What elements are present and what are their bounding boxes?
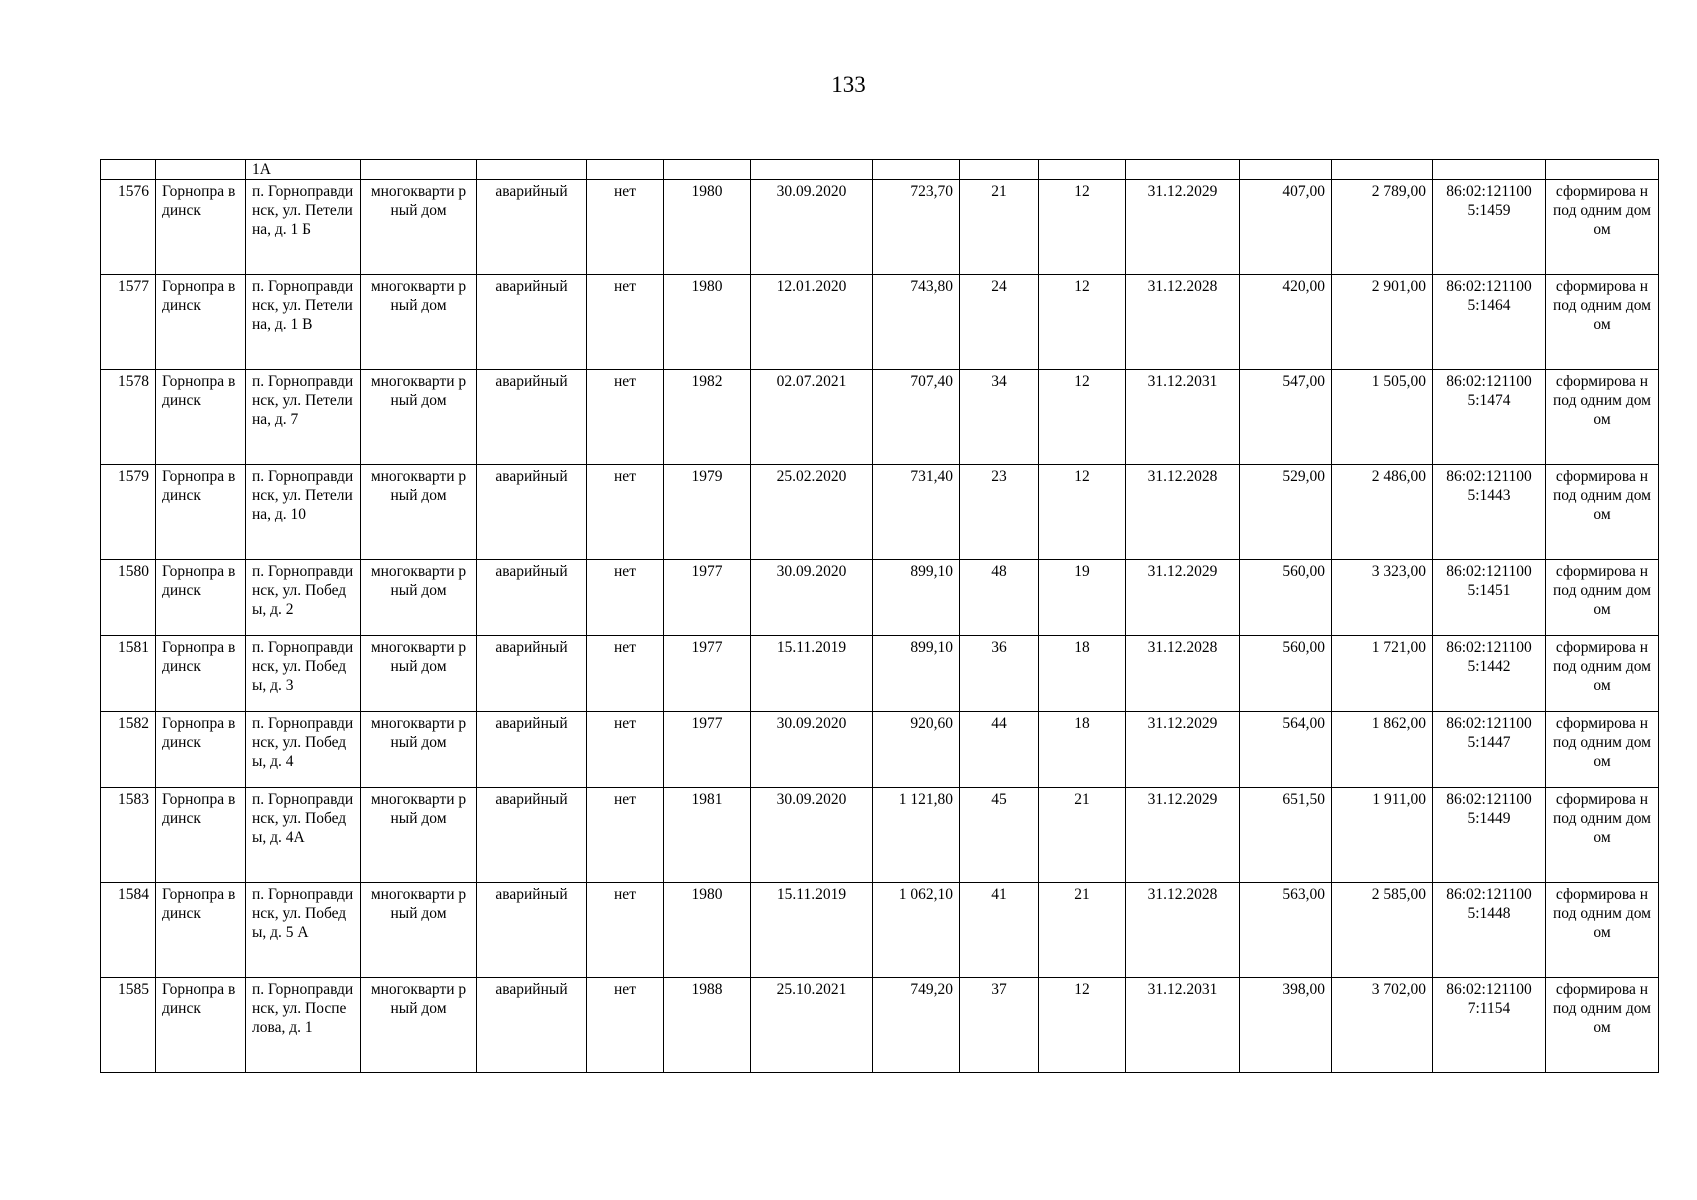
cell-residential-area: 529,00 [1240, 465, 1332, 560]
cell-flag: нет [587, 636, 664, 712]
cell-municipality: Горнопра вдинск [156, 788, 246, 883]
cell-recognition-date: 30.09.2020 [751, 560, 873, 636]
cell-address: п. Горноправди нск, ул. Петелина, д. 7 [246, 370, 361, 465]
cell-flag: нет [587, 978, 664, 1073]
cell-address: п. Горноправди нск, ул. Победы, д. 2 [246, 560, 361, 636]
cell-cadastral: 86:02:121100 5:1449 [1433, 788, 1546, 883]
cell-year: 1981 [664, 788, 751, 883]
cell-residential-area: 560,00 [1240, 636, 1332, 712]
table-row [101, 465, 1659, 560]
cell-residential-area: 564,00 [1240, 712, 1332, 788]
cell-type: многокварти рный дом [361, 370, 477, 465]
table-row [101, 883, 1659, 978]
cell-residential-area: 560,00 [1240, 560, 1332, 636]
cell-deadline: 31.12.2028 [1126, 275, 1240, 370]
cell-municipality: Горнопра вдинск [156, 370, 246, 465]
cell-empty [101, 160, 156, 180]
cell-address-tail: 1А [246, 160, 361, 180]
cell-cadastral: 86:02:121100 5:1443 [1433, 465, 1546, 560]
cell-municipality: Горнопра вдинск [156, 275, 246, 370]
cell-area: 1 062,10 [873, 883, 960, 978]
cell-premises: 12 [1039, 978, 1126, 1073]
cell-residential-area: 547,00 [1240, 370, 1332, 465]
cell-address: п. Горноправди нск, ул. Победы, д. 5 А [246, 883, 361, 978]
table-row [101, 275, 1659, 370]
cell-note: сформирова н под одним домом [1546, 636, 1659, 712]
cell-year: 1980 [664, 883, 751, 978]
cell-deadline: 31.12.2029 [1126, 712, 1240, 788]
table-row [101, 636, 1659, 712]
cell-premises: 21 [1039, 883, 1126, 978]
cell-note: сформирова н под одним домом [1546, 712, 1659, 788]
cell-address: п. Горноправди нск, ул. Победы, д. 4А [246, 788, 361, 883]
cell-land-area: 1 911,00 [1332, 788, 1433, 883]
cell-id: 1578 [101, 370, 156, 465]
cell-status: аварийный [477, 275, 587, 370]
cell-area: 1 121,80 [873, 788, 960, 883]
cell-residents: 45 [960, 788, 1039, 883]
table-row [101, 370, 1659, 465]
cell-deadline: 31.12.2029 [1126, 560, 1240, 636]
cell-premises: 12 [1039, 370, 1126, 465]
cell-residents: 23 [960, 465, 1039, 560]
cell-land-area: 2 901,00 [1332, 275, 1433, 370]
cell-empty [361, 160, 477, 180]
cell-deadline: 31.12.2029 [1126, 788, 1240, 883]
cell-residential-area: 563,00 [1240, 883, 1332, 978]
cell-premises: 18 [1039, 712, 1126, 788]
cell-area: 723,70 [873, 180, 960, 275]
cell-status: аварийный [477, 883, 587, 978]
cell-premises: 12 [1039, 465, 1126, 560]
cell-area: 920,60 [873, 712, 960, 788]
cell-residents: 36 [960, 636, 1039, 712]
cell-type: многокварти рный дом [361, 275, 477, 370]
cell-address: п. Горноправди нск, ул. Петелина, д. 1 Б [246, 180, 361, 275]
cell-area: 899,10 [873, 636, 960, 712]
cell-flag: нет [587, 712, 664, 788]
cell-residential-area: 651,50 [1240, 788, 1332, 883]
cell-year: 1979 [664, 465, 751, 560]
cell-type: многокварти рный дом [361, 560, 477, 636]
cell-flag: нет [587, 465, 664, 560]
cell-empty [1332, 160, 1433, 180]
cell-status: аварийный [477, 465, 587, 560]
cell-flag: нет [587, 370, 664, 465]
cell-municipality: Горнопра вдинск [156, 636, 246, 712]
cell-premises: 12 [1039, 275, 1126, 370]
cell-empty [960, 160, 1039, 180]
cell-land-area: 1 505,00 [1332, 370, 1433, 465]
cell-note: сформирова н под одним домом [1546, 275, 1659, 370]
cell-address: п. Горноправди нск, ул. Победы, д. 3 [246, 636, 361, 712]
cell-residential-area: 407,00 [1240, 180, 1332, 275]
cell-municipality: Горнопра вдинск [156, 560, 246, 636]
cell-municipality: Горнопра вдинск [156, 180, 246, 275]
table-row [101, 788, 1659, 883]
cell-recognition-date: 15.11.2019 [751, 636, 873, 712]
cell-status: аварийный [477, 788, 587, 883]
cell-deadline: 31.12.2029 [1126, 180, 1240, 275]
cell-flag: нет [587, 560, 664, 636]
cell-year: 1980 [664, 275, 751, 370]
cell-address: п. Горноправди нск, ул. Поспелова, д. 1 [246, 978, 361, 1073]
cell-id: 1579 [101, 465, 156, 560]
cell-municipality: Горнопра вдинск [156, 883, 246, 978]
table-row [101, 978, 1659, 1073]
cell-land-area: 1 862,00 [1332, 712, 1433, 788]
cell-type: многокварти рный дом [361, 978, 477, 1073]
cell-empty [1126, 160, 1240, 180]
cell-id: 1583 [101, 788, 156, 883]
housing-registry-table [100, 159, 1659, 1073]
cell-year: 1982 [664, 370, 751, 465]
cell-id: 1576 [101, 180, 156, 275]
cell-flag: нет [587, 788, 664, 883]
cell-area: 731,40 [873, 465, 960, 560]
cell-empty [751, 160, 873, 180]
cell-cadastral: 86:02:121100 5:1448 [1433, 883, 1546, 978]
cell-recognition-date: 25.10.2021 [751, 978, 873, 1073]
cell-recognition-date: 30.09.2020 [751, 788, 873, 883]
cell-type: многокварти рный дом [361, 465, 477, 560]
cell-deadline: 31.12.2031 [1126, 370, 1240, 465]
cell-empty [1546, 160, 1659, 180]
cell-cadastral: 86:02:121100 5:1464 [1433, 275, 1546, 370]
cell-id: 1584 [101, 883, 156, 978]
cell-recognition-date: 30.09.2020 [751, 712, 873, 788]
cell-status: аварийный [477, 978, 587, 1073]
cell-recognition-date: 02.07.2021 [751, 370, 873, 465]
cell-cadastral: 86:02:121100 5:1447 [1433, 712, 1546, 788]
cell-residents: 48 [960, 560, 1039, 636]
cell-flag: нет [587, 275, 664, 370]
cell-premises: 19 [1039, 560, 1126, 636]
cell-area: 749,20 [873, 978, 960, 1073]
cell-land-area: 1 721,00 [1332, 636, 1433, 712]
cell-note: сформирова н под одним домом [1546, 978, 1659, 1073]
cell-deadline: 31.12.2028 [1126, 465, 1240, 560]
cell-recognition-date: 25.02.2020 [751, 465, 873, 560]
cell-note: сформирова н под одним домом [1546, 465, 1659, 560]
cell-municipality: Горнопра вдинск [156, 978, 246, 1073]
cell-empty [1039, 160, 1126, 180]
cell-municipality: Горнопра вдинск [156, 712, 246, 788]
cell-residential-area: 398,00 [1240, 978, 1332, 1073]
cell-empty [1240, 160, 1332, 180]
cell-note: сформирова н под одним домом [1546, 883, 1659, 978]
cell-year: 1977 [664, 560, 751, 636]
page-number: 133 [831, 72, 866, 97]
cell-empty [156, 160, 246, 180]
cell-residents: 37 [960, 978, 1039, 1073]
cell-status: аварийный [477, 636, 587, 712]
cell-year: 1977 [664, 712, 751, 788]
cell-type: многокварти рный дом [361, 788, 477, 883]
cell-year: 1980 [664, 180, 751, 275]
cell-year: 1988 [664, 978, 751, 1073]
cell-premises: 21 [1039, 788, 1126, 883]
cell-land-area: 2 789,00 [1332, 180, 1433, 275]
cell-residents: 21 [960, 180, 1039, 275]
cell-land-area: 2 585,00 [1332, 883, 1433, 978]
cell-deadline: 31.12.2028 [1126, 883, 1240, 978]
cell-cadastral: 86:02:121100 5:1459 [1433, 180, 1546, 275]
cell-empty [587, 160, 664, 180]
cell-land-area: 3 702,00 [1332, 978, 1433, 1073]
cell-id: 1581 [101, 636, 156, 712]
cell-premises: 12 [1039, 180, 1126, 275]
cell-flag: нет [587, 180, 664, 275]
cell-status: аварийный [477, 180, 587, 275]
cell-residents: 41 [960, 883, 1039, 978]
cell-note: сформирова н под одним домом [1546, 788, 1659, 883]
cell-empty [873, 160, 960, 180]
cell-status: аварийный [477, 712, 587, 788]
cell-residents: 34 [960, 370, 1039, 465]
cell-residential-area: 420,00 [1240, 275, 1332, 370]
table-row [101, 712, 1659, 788]
cell-address: п. Горноправди нск, ул. Победы, д. 4 [246, 712, 361, 788]
cell-land-area: 2 486,00 [1332, 465, 1433, 560]
cell-type: многокварти рный дом [361, 883, 477, 978]
cell-residents: 44 [960, 712, 1039, 788]
cell-id: 1577 [101, 275, 156, 370]
cell-premises: 18 [1039, 636, 1126, 712]
cell-address: п. Горноправди нск, ул. Петелина, д. 10 [246, 465, 361, 560]
cell-empty [477, 160, 587, 180]
cell-year: 1977 [664, 636, 751, 712]
cell-deadline: 31.12.2031 [1126, 978, 1240, 1073]
cell-residents: 24 [960, 275, 1039, 370]
cell-empty [1433, 160, 1546, 180]
cell-note: сформирова н под одним домом [1546, 560, 1659, 636]
cell-municipality: Горнопра вдинск [156, 465, 246, 560]
cell-cadastral: 86:02:121100 7:1154 [1433, 978, 1546, 1073]
cell-deadline: 31.12.2028 [1126, 636, 1240, 712]
cell-id: 1582 [101, 712, 156, 788]
cell-status: аварийный [477, 560, 587, 636]
cell-cadastral: 86:02:121100 5:1451 [1433, 560, 1546, 636]
cell-empty [664, 160, 751, 180]
cell-flag: нет [587, 883, 664, 978]
cell-area: 707,40 [873, 370, 960, 465]
cell-note: сформирова н под одним домом [1546, 180, 1659, 275]
table-row [101, 180, 1659, 275]
cell-land-area: 3 323,00 [1332, 560, 1433, 636]
cell-type: многокварти рный дом [361, 712, 477, 788]
cell-status: аварийный [477, 370, 587, 465]
cell-cadastral: 86:02:121100 5:1442 [1433, 636, 1546, 712]
cell-type: многокварти рный дом [361, 180, 477, 275]
cell-type: многокварти рный дом [361, 636, 477, 712]
cell-area: 899,10 [873, 560, 960, 636]
cell-address: п. Горноправди нск, ул. Петелина, д. 1 В [246, 275, 361, 370]
cell-cadastral: 86:02:121100 5:1474 [1433, 370, 1546, 465]
cell-recognition-date: 30.09.2020 [751, 180, 873, 275]
cell-id: 1585 [101, 978, 156, 1073]
continuation-row [101, 160, 1659, 180]
cell-area: 743,80 [873, 275, 960, 370]
table-row [101, 560, 1659, 636]
cell-id: 1580 [101, 560, 156, 636]
cell-note: сформирова н под одним домом [1546, 370, 1659, 465]
cell-recognition-date: 15.11.2019 [751, 883, 873, 978]
cell-recognition-date: 12.01.2020 [751, 275, 873, 370]
